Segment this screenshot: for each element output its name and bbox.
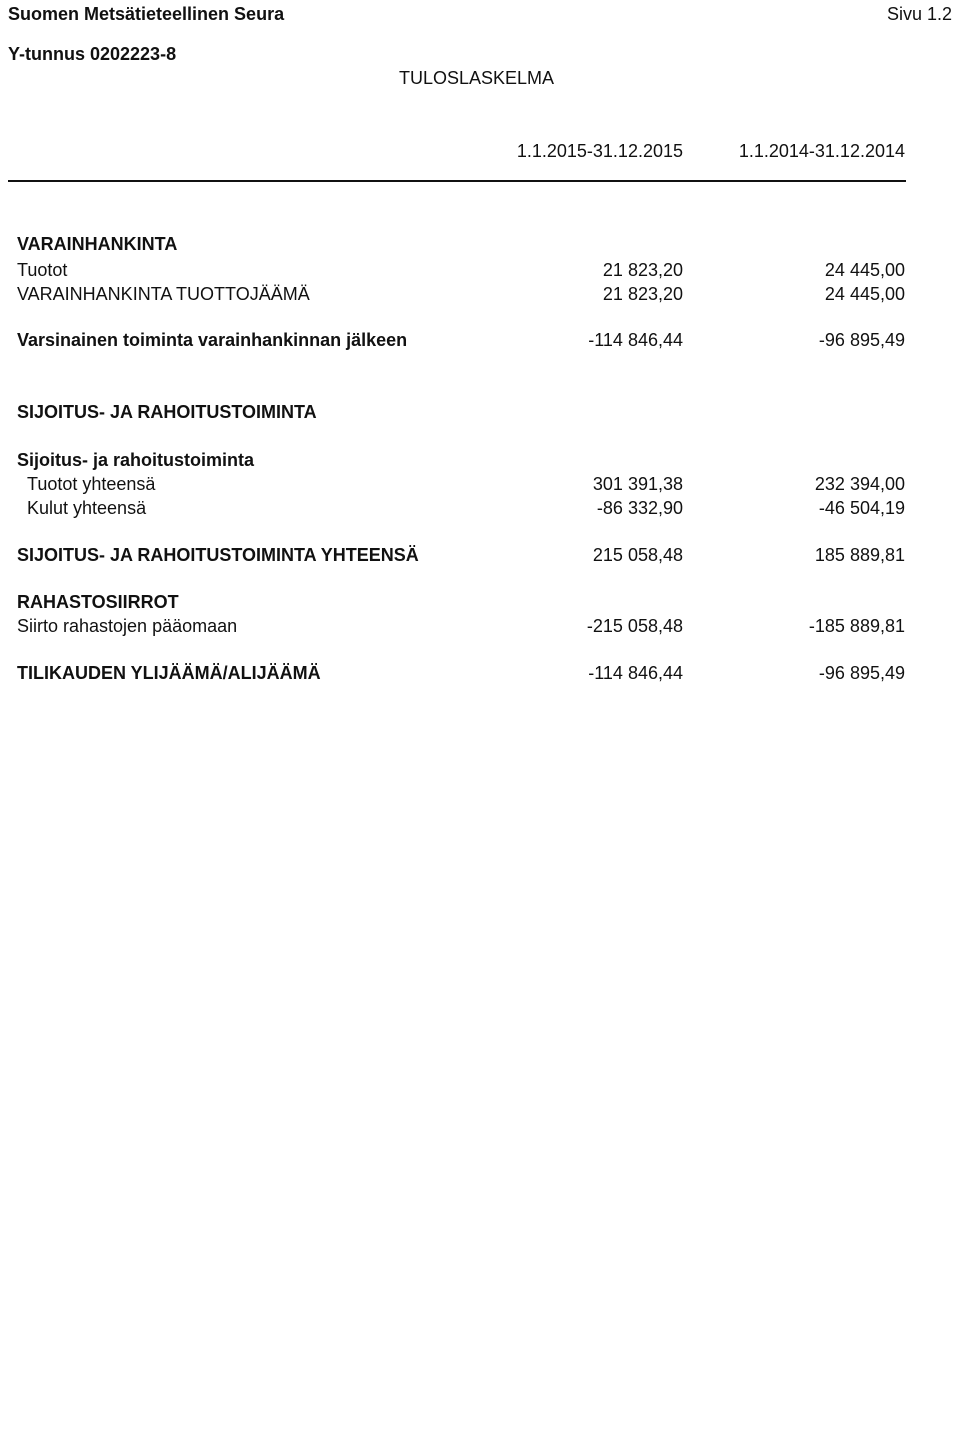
page-number: Sivu 1.2 [886,4,952,24]
column-header-current: 1.1.2015-31.12.2015 [516,141,683,161]
row-value-previous: 185 889,81 [814,545,905,565]
row-value-previous: -96 895,49 [818,663,905,683]
row-value-current: -86 332,90 [596,498,683,518]
row-label: Varsinainen toiminta varainhankinnan jälkeen [17,330,408,350]
row-value-current: 21 823,20 [602,284,683,304]
row-label: Tuotot [17,260,68,280]
row-value-current: -215 058,48 [586,616,683,636]
row-label: SIJOITUS- JA RAHOITUSTOIMINTA YHTEENSÄ [17,545,419,565]
row-value-previous: -96 895,49 [818,330,905,350]
row-value-previous: -46 504,19 [818,498,905,518]
row-value-previous: 232 394,00 [814,474,905,494]
section-heading: SIJOITUS- JA RAHOITUSTOIMINTA [17,402,317,422]
column-header-previous: 1.1.2014-31.12.2014 [738,141,905,161]
row-value-current: -114 846,44 [588,330,683,350]
row-label: Siirto rahastojen pääomaan [17,616,238,636]
row-value-previous: 24 445,00 [824,284,905,304]
row-value-current: 301 391,38 [592,474,683,494]
section-heading: VARAINHANKINTA [17,234,178,254]
row-value-previous: 24 445,00 [824,260,905,280]
subsection-heading: Sijoitus- ja rahoitustoiminta [17,450,255,470]
row-value-current: 21 823,20 [602,260,683,280]
row-value-current: -114 846,44 [588,663,683,683]
document-title: TULOSLASKELMA [399,68,555,88]
row-label: VARAINHANKINTA TUOTTOJÄÄMÄ [17,284,310,304]
header-rule [8,180,906,182]
row-label: Tuotot yhteensä [27,474,156,494]
organization-name: Suomen Metsätieteellinen Seura [8,4,285,24]
business-id: Y-tunnus 0202223-8 [8,44,177,64]
section-heading: RAHASTOSIIRROT [17,592,179,612]
row-label: TILIKAUDEN YLIJÄÄMÄ/ALIJÄÄMÄ [17,663,321,683]
row-value-previous: -185 889,81 [808,616,905,636]
row-label: Kulut yhteensä [27,498,147,518]
row-value-current: 215 058,48 [592,545,683,565]
